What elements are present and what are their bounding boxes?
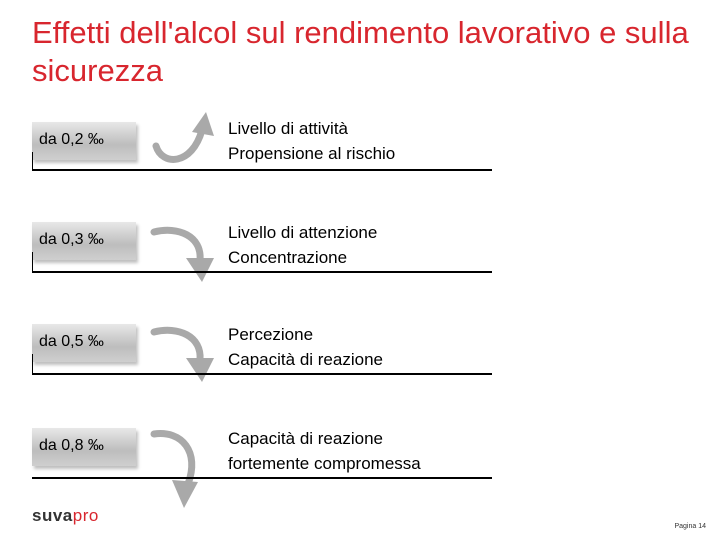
effect-line-2: Propensione al rischio: [228, 144, 396, 163]
alcohol-level-box: [32, 122, 136, 160]
row-divider-bar: [32, 152, 33, 170]
effect-line-2: Capacità di reazione: [228, 350, 383, 369]
effect-line-1: Capacità di reazione: [228, 429, 383, 448]
row-divider: [32, 477, 492, 479]
alcohol-level-label: da 0,5 ‰: [39, 333, 104, 350]
row-divider: [32, 271, 492, 273]
effect-line-2: fortemente compromessa: [228, 454, 421, 473]
alcohol-level-box: [32, 324, 136, 362]
effect-description: [228, 426, 508, 476]
alcohol-level-box: [32, 222, 136, 260]
alcohol-level-label: da 0,3 ‰: [39, 231, 104, 248]
logo-accent-text: pro: [72, 506, 99, 525]
slide-title: Effetti dell'alcol sul rendimento lavorativo e sulla sicurezza: [32, 15, 689, 88]
row-divider: [32, 169, 492, 171]
row-divider-bar: [32, 354, 33, 374]
row-divider: [32, 373, 492, 375]
effect-row: [0, 212, 720, 308]
effect-line-1: Livello di attenzione: [228, 223, 378, 242]
row-divider-bar: [32, 252, 33, 272]
effect-row: [0, 110, 720, 206]
alcohol-level-box: [32, 428, 136, 466]
alcohol-level-label: da 0,2 ‰: [39, 131, 104, 148]
suvapro-logo: [32, 506, 99, 526]
alcohol-level-label: da 0,8 ‰: [39, 437, 104, 454]
effect-description: [228, 116, 508, 166]
logo-main-text: suva: [32, 506, 73, 525]
effect-description: [228, 322, 508, 372]
arrow-up-icon: [148, 110, 218, 166]
page-number: Pagina 14: [674, 523, 706, 530]
effect-row: [0, 420, 720, 516]
effect-row: [0, 316, 720, 412]
effect-line-1: Percezione: [228, 325, 314, 344]
effect-description: [228, 220, 508, 270]
effect-line-1: Livello di attività: [228, 119, 349, 138]
arrow-down-icon: [148, 422, 218, 512]
arrow-down-icon: [148, 218, 218, 284]
effect-line-2: Concentrazione: [228, 248, 348, 267]
